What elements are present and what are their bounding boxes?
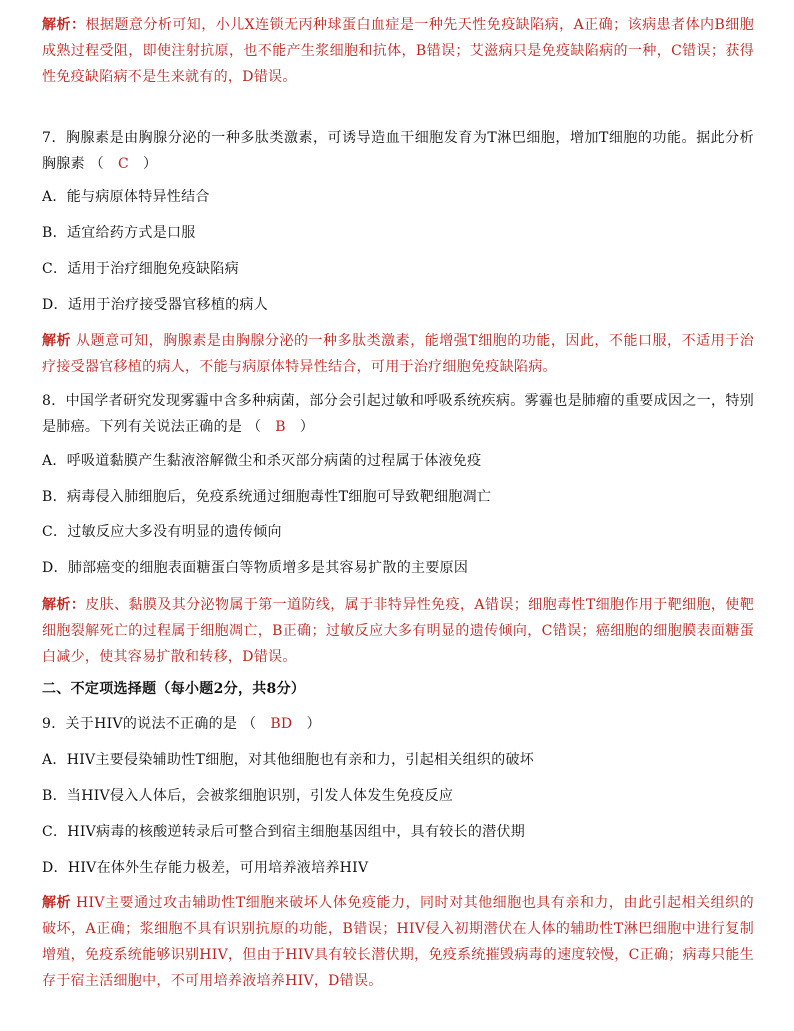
analysis-q6 [42, 12, 754, 90]
question-7-stem [42, 125, 754, 177]
answer-paren: （ B ） [242, 419, 314, 435]
question-8-option-b: B．病毒侵入肺细胞后，免疫系统通过细胞毒性T细胞可导致靶细胞凋亡 [42, 489, 492, 505]
section-2-heading: 二、不定项选择题（每小题2分，共8分） [42, 681, 306, 697]
analysis-label: 解析： [42, 597, 86, 613]
question-9-stem [42, 713, 754, 735]
question-9-option-c: C．HIV病毒的核酸逆转录后可整合到宿主细胞基因组中，具有较长的潜伏期 [42, 824, 526, 840]
question-7-option-b: B．适宜给药方式是口服 [42, 225, 196, 241]
question-8-stem [42, 388, 754, 440]
question-8-option-d: D．肺部癌变的细胞表面糖蛋白等物质增多是其容易扩散的主要原因 [42, 560, 469, 576]
question-7-option-c: C．适用于治疗细胞免疫缺陷病 [42, 261, 239, 277]
answer-paren: （ BD ） [237, 716, 321, 732]
question-8-option-a: A．呼吸道黏膜产生黏液溶解微尘和杀灭部分病菌的过程属于体液免疫 [42, 453, 482, 469]
answer-choice: B [275, 419, 286, 435]
question-text: 7．胸腺素是由胸腺分泌的一种多肽类激素，可诱导造血干细胞发育为T淋巴细胞，增加T细胞的功能。据此分析胸腺素 [42, 130, 754, 172]
question-9-option-a: A．HIV主要侵染辅助性T细胞，对其他细胞也有亲和力，引起相关组织的破坏 [42, 752, 535, 768]
analysis-label: 解析： [42, 17, 86, 33]
analysis-text: 根据题意分析可知，小儿X连锁无丙种球蛋白血症是一种先天性免疫缺陷病，A正确；该病患者体内B细胞成熟过程受阻，即使注射抗原，也不能产生浆细胞和抗体，B错误；艾滋病只是免疫缺陷病的一种，C错误；获得性免疫缺陷病不是生来就有的，D错误。 [42, 17, 754, 85]
analysis-q8 [42, 592, 754, 670]
question-7-option-d: D．适用于治疗接受器官移植的病人 [42, 297, 269, 313]
analysis-q7 [42, 328, 754, 380]
question-8-option-c: C．过敏反应大多没有明显的遗传倾向 [42, 524, 282, 540]
analysis-label: 解析 [42, 333, 72, 349]
question-7-option-a: A．能与病原体特异性结合 [42, 189, 210, 205]
analysis-text: 皮肤、黏膜及其分泌物属于第一道防线，属于非特异性免疫，A错误；细胞毒性T细胞作用于靶细胞，使靶细胞裂解死亡的过程属于细胞凋亡，B正确；过敏反应大多有明显的遗传倾向，C错误；癌细胞的细胞膜表面糖蛋白减少，使其容易扩散和转移，D错误。 [42, 597, 755, 665]
analysis-text: 从题意可知，胸腺素是由胸腺分泌的一种多肽类激素，能增强T细胞的功能，因此，不能口服，不适用于治疗接受器官移植的病人，不能与病原体特异性结合，可用于治疗细胞免疫缺陷病。 [42, 333, 754, 375]
answer-choice: C [117, 156, 129, 172]
answer-paren: （ C ） [85, 156, 157, 172]
analysis-q9 [42, 890, 754, 994]
question-text: 8．中国学者研究发现雾霾中含多种病菌，部分会引起过敏和呼吸系统疾病。雾霾也是肺瘤的重要成因之一，特别是肺癌。下列有关说法正确的是 [42, 393, 754, 435]
question-9-option-b: B．当HIV侵入人体后，会被浆细胞识别，引发人体发生免疫反应 [42, 788, 454, 804]
question-text: 9．关于HIV的说法不正确的是 [42, 716, 238, 732]
answer-choice: BD [270, 716, 293, 732]
question-9-option-d: D．HIV在体外生存能力极差，可用培养液培养HIV [42, 860, 369, 876]
analysis-label: 解析 [42, 895, 72, 911]
analysis-text: HIV主要通过攻击辅助性T细胞来破坏人体免疫能力，同时对其他细胞也具有亲和力，由此引起相关组织的破坏，A正确；浆细胞不具有识别抗原的功能，B错误；HIV侵入初期潜伏在人体的辅助性T淋巴细胞中进行复制增殖，免疫系统能够识别HIV，但由于HIV具有较长潜伏期，免疫系统摧毁病毒的速度较慢，C正确；病毒只能生存于宿主活细胞中，不可用培养液培养HIV，D错误。 [42, 895, 755, 989]
